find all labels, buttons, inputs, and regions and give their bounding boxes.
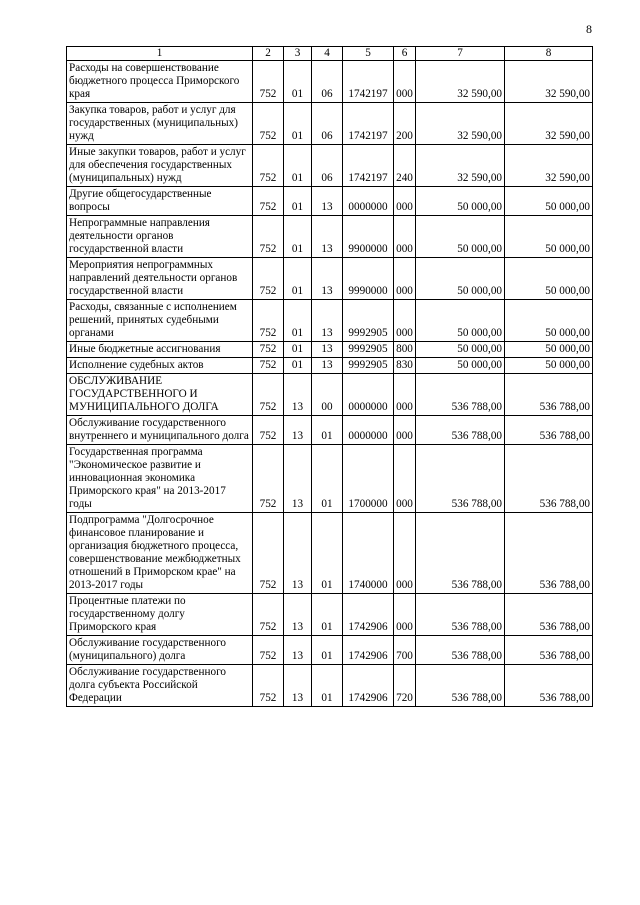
column-header: 6 bbox=[394, 47, 416, 61]
amount-cell: 32 590,00 bbox=[416, 145, 505, 187]
table-row bbox=[67, 416, 593, 445]
subsection-code-cell: 06 bbox=[312, 145, 343, 187]
row-name-cell: Подпрограмма "Долгосрочное финансовое планирование и организация бюджетного процесса, совершенствование межбюджетных отношений в Приморском крае" на 2013-2017 годы bbox=[67, 513, 253, 594]
amount-cell: 50 000,00 bbox=[416, 258, 505, 300]
admin-code-cell: 752 bbox=[253, 342, 284, 358]
subsection-code-cell: 00 bbox=[312, 374, 343, 416]
table-row bbox=[67, 445, 593, 513]
target-article-cell: 1742906 bbox=[343, 636, 394, 665]
admin-code-cell: 752 bbox=[253, 416, 284, 445]
target-article-cell: 9992905 bbox=[343, 300, 394, 342]
subsection-code-cell: 13 bbox=[312, 358, 343, 374]
subsection-code-cell: 13 bbox=[312, 300, 343, 342]
section-code-cell: 13 bbox=[284, 416, 312, 445]
column-header: 1 bbox=[67, 47, 253, 61]
table-row bbox=[67, 61, 593, 103]
admin-code-cell: 752 bbox=[253, 61, 284, 103]
admin-code-cell: 752 bbox=[253, 358, 284, 374]
table-row bbox=[67, 358, 593, 374]
budget-table bbox=[66, 46, 593, 707]
subsection-code-cell: 01 bbox=[312, 665, 343, 707]
section-code-cell: 01 bbox=[284, 216, 312, 258]
amount-cell: 536 788,00 bbox=[416, 636, 505, 665]
amount-cell: 32 590,00 bbox=[505, 145, 593, 187]
section-code-cell: 13 bbox=[284, 374, 312, 416]
row-name-cell: Закупка товаров, работ и услуг для государственных (муниципальных) нужд bbox=[67, 103, 253, 145]
row-name-cell: Иные закупки товаров, работ и услуг для обеспечения государственных (муниципальных) нужд bbox=[67, 145, 253, 187]
expense-type-cell: 000 bbox=[394, 416, 416, 445]
amount-cell: 536 788,00 bbox=[416, 665, 505, 707]
admin-code-cell: 752 bbox=[253, 445, 284, 513]
row-name-cell: Мероприятия непрограммных направлений деятельности органов государственной власти bbox=[67, 258, 253, 300]
row-name-cell: Государственная программа "Экономическое развитие и инновационная экономика Приморского края" на 2013-2017 годы bbox=[67, 445, 253, 513]
amount-cell: 50 000,00 bbox=[416, 187, 505, 216]
section-code-cell: 13 bbox=[284, 445, 312, 513]
table-row bbox=[67, 300, 593, 342]
row-name-cell: Исполнение судебных актов bbox=[67, 358, 253, 374]
amount-cell: 536 788,00 bbox=[416, 594, 505, 636]
section-code-cell: 01 bbox=[284, 342, 312, 358]
admin-code-cell: 752 bbox=[253, 258, 284, 300]
subsection-code-cell: 13 bbox=[312, 216, 343, 258]
subsection-code-cell: 13 bbox=[312, 187, 343, 216]
expense-type-cell: 240 bbox=[394, 145, 416, 187]
target-article-cell: 0000000 bbox=[343, 187, 394, 216]
table-row bbox=[67, 513, 593, 594]
admin-code-cell: 752 bbox=[253, 103, 284, 145]
amount-cell: 32 590,00 bbox=[416, 61, 505, 103]
amount-cell: 50 000,00 bbox=[505, 300, 593, 342]
admin-code-cell: 752 bbox=[253, 145, 284, 187]
amount-cell: 50 000,00 bbox=[416, 300, 505, 342]
subsection-code-cell: 01 bbox=[312, 445, 343, 513]
table-row bbox=[67, 665, 593, 707]
table-row bbox=[67, 374, 593, 416]
subsection-code-cell: 13 bbox=[312, 342, 343, 358]
amount-cell: 536 788,00 bbox=[505, 594, 593, 636]
amount-cell: 536 788,00 bbox=[505, 416, 593, 445]
target-article-cell: 1742197 bbox=[343, 61, 394, 103]
subsection-code-cell: 06 bbox=[312, 61, 343, 103]
target-article-cell: 1742906 bbox=[343, 594, 394, 636]
admin-code-cell: 752 bbox=[253, 300, 284, 342]
admin-code-cell: 752 bbox=[253, 594, 284, 636]
amount-cell: 50 000,00 bbox=[505, 216, 593, 258]
expense-type-cell: 000 bbox=[394, 61, 416, 103]
target-article-cell: 1742906 bbox=[343, 665, 394, 707]
section-code-cell: 01 bbox=[284, 61, 312, 103]
expense-type-cell: 000 bbox=[394, 300, 416, 342]
table-row bbox=[67, 187, 593, 216]
subsection-code-cell: 01 bbox=[312, 636, 343, 665]
expense-type-cell: 000 bbox=[394, 594, 416, 636]
row-name-cell: Процентные платежи по государственному долгу Приморского края bbox=[67, 594, 253, 636]
subsection-code-cell: 01 bbox=[312, 416, 343, 445]
column-header: 2 bbox=[253, 47, 284, 61]
table-row bbox=[67, 342, 593, 358]
amount-cell: 32 590,00 bbox=[416, 103, 505, 145]
table-row bbox=[67, 258, 593, 300]
expense-type-cell: 200 bbox=[394, 103, 416, 145]
table-header-row bbox=[67, 47, 593, 61]
section-code-cell: 01 bbox=[284, 187, 312, 216]
column-header: 5 bbox=[343, 47, 394, 61]
target-article-cell: 9990000 bbox=[343, 258, 394, 300]
expense-type-cell: 830 bbox=[394, 358, 416, 374]
table-row bbox=[67, 103, 593, 145]
subsection-code-cell: 13 bbox=[312, 258, 343, 300]
row-name-cell: Обслуживание государственного долга субъекта Российской Федерации bbox=[67, 665, 253, 707]
subsection-code-cell: 06 bbox=[312, 103, 343, 145]
row-name-cell: ОБСЛУЖИВАНИЕ ГОСУДАРСТВЕННОГО И МУНИЦИПАЛЬНОГО ДОЛГА bbox=[67, 374, 253, 416]
subsection-code-cell: 01 bbox=[312, 513, 343, 594]
amount-cell: 32 590,00 bbox=[505, 61, 593, 103]
section-code-cell: 01 bbox=[284, 145, 312, 187]
admin-code-cell: 752 bbox=[253, 513, 284, 594]
section-code-cell: 13 bbox=[284, 636, 312, 665]
section-code-cell: 13 bbox=[284, 513, 312, 594]
amount-cell: 50 000,00 bbox=[505, 342, 593, 358]
expense-type-cell: 700 bbox=[394, 636, 416, 665]
expense-type-cell: 000 bbox=[394, 216, 416, 258]
table-row bbox=[67, 216, 593, 258]
table-row bbox=[67, 636, 593, 665]
table-row bbox=[67, 594, 593, 636]
expense-type-cell: 000 bbox=[394, 258, 416, 300]
amount-cell: 50 000,00 bbox=[416, 216, 505, 258]
row-name-cell: Другие общегосударственные вопросы bbox=[67, 187, 253, 216]
amount-cell: 536 788,00 bbox=[416, 416, 505, 445]
expense-type-cell: 000 bbox=[394, 374, 416, 416]
row-name-cell: Расходы на совершенствование бюджетного процесса Приморского края bbox=[67, 61, 253, 103]
target-article-cell: 1700000 bbox=[343, 445, 394, 513]
admin-code-cell: 752 bbox=[253, 374, 284, 416]
amount-cell: 536 788,00 bbox=[416, 445, 505, 513]
admin-code-cell: 752 bbox=[253, 665, 284, 707]
target-article-cell: 1740000 bbox=[343, 513, 394, 594]
amount-cell: 536 788,00 bbox=[505, 636, 593, 665]
amount-cell: 50 000,00 bbox=[416, 342, 505, 358]
target-article-cell: 1742197 bbox=[343, 103, 394, 145]
row-name-cell: Непрограммные направления деятельности органов государственной власти bbox=[67, 216, 253, 258]
section-code-cell: 01 bbox=[284, 103, 312, 145]
expense-type-cell: 800 bbox=[394, 342, 416, 358]
column-header: 4 bbox=[312, 47, 343, 61]
section-code-cell: 01 bbox=[284, 358, 312, 374]
expense-type-cell: 000 bbox=[394, 513, 416, 594]
admin-code-cell: 752 bbox=[253, 187, 284, 216]
amount-cell: 536 788,00 bbox=[505, 665, 593, 707]
amount-cell: 536 788,00 bbox=[505, 445, 593, 513]
section-code-cell: 13 bbox=[284, 594, 312, 636]
target-article-cell: 1742197 bbox=[343, 145, 394, 187]
column-header: 3 bbox=[284, 47, 312, 61]
amount-cell: 536 788,00 bbox=[505, 374, 593, 416]
expense-type-cell: 000 bbox=[394, 445, 416, 513]
amount-cell: 32 590,00 bbox=[505, 103, 593, 145]
target-article-cell: 9992905 bbox=[343, 358, 394, 374]
section-code-cell: 01 bbox=[284, 300, 312, 342]
table-row bbox=[67, 145, 593, 187]
expense-type-cell: 720 bbox=[394, 665, 416, 707]
amount-cell: 50 000,00 bbox=[505, 187, 593, 216]
row-name-cell: Обслуживание государственного внутреннего и муниципального долга bbox=[67, 416, 253, 445]
admin-code-cell: 752 bbox=[253, 636, 284, 665]
target-article-cell: 0000000 bbox=[343, 374, 394, 416]
row-name-cell: Расходы, связанные с исполнением решений, принятых судебными органами bbox=[67, 300, 253, 342]
target-article-cell: 9900000 bbox=[343, 216, 394, 258]
column-header: 7 bbox=[416, 47, 505, 61]
admin-code-cell: 752 bbox=[253, 216, 284, 258]
amount-cell: 50 000,00 bbox=[416, 358, 505, 374]
subsection-code-cell: 01 bbox=[312, 594, 343, 636]
target-article-cell: 9992905 bbox=[343, 342, 394, 358]
expense-type-cell: 000 bbox=[394, 187, 416, 216]
amount-cell: 536 788,00 bbox=[505, 513, 593, 594]
amount-cell: 50 000,00 bbox=[505, 358, 593, 374]
page-number: 8 bbox=[586, 22, 592, 36]
row-name-cell: Обслуживание государственного (муниципального) долга bbox=[67, 636, 253, 665]
column-header: 8 bbox=[505, 47, 593, 61]
section-code-cell: 01 bbox=[284, 258, 312, 300]
amount-cell: 50 000,00 bbox=[505, 258, 593, 300]
section-code-cell: 13 bbox=[284, 665, 312, 707]
amount-cell: 536 788,00 bbox=[416, 374, 505, 416]
amount-cell: 536 788,00 bbox=[416, 513, 505, 594]
target-article-cell: 0000000 bbox=[343, 416, 394, 445]
row-name-cell: Иные бюджетные ассигнования bbox=[67, 342, 253, 358]
